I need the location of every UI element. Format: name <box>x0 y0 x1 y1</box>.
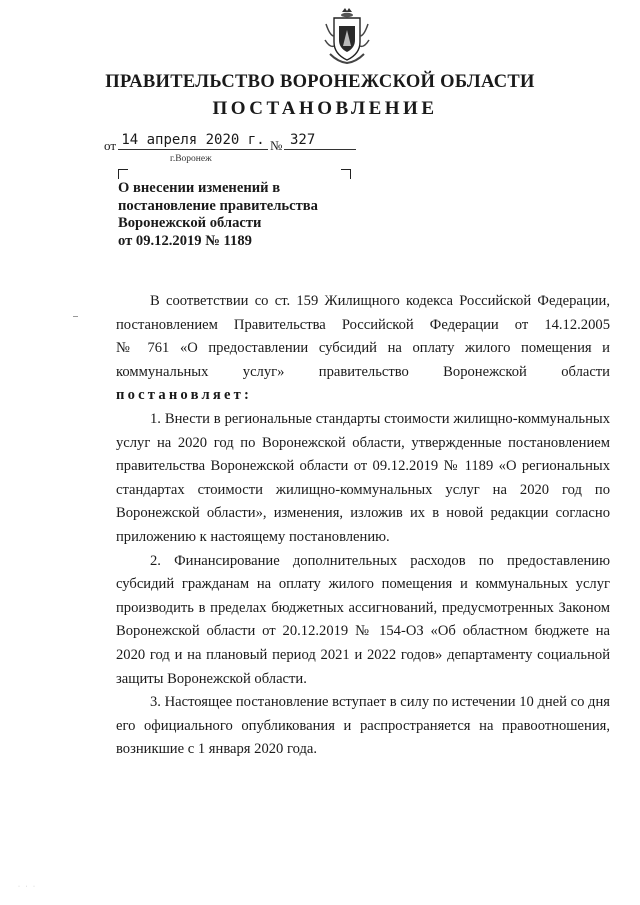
number-prefix: № <box>270 138 283 153</box>
preamble-line: № 761 «О предоставлении субсидий на оплату жилого помещения и <box>116 340 610 357</box>
paragraph-item-2: 2. Финансирование дополнительных расходов по предоставлению субсидий гражданам на оплату жилого помещения и коммунальных услуг производить в пределах бюджетных ассигнований, предусмотренных Законом Воронежской области от 20.12.2019 № 154-ОЗ «Об областном бюджете на 2020 год и на плановый период 2021 и 2022 годов» департаменту социальной защиты Воронежской области. <box>116 552 610 687</box>
resolves-word: постановляет: <box>116 387 253 404</box>
document-body <box>116 290 610 762</box>
date-prefix: от <box>104 138 117 153</box>
document-type-title: ПОСТАНОВЛЕНИЕ <box>212 98 438 119</box>
scan-artifact: · · · <box>18 884 37 890</box>
document-date: 14 апреля 2020 г. <box>118 132 268 150</box>
date-number-line <box>104 132 364 152</box>
preamble-line: В соответствии со ст. 159 Жилищного кодекса Российской Федерации, <box>150 293 610 309</box>
preamble-line: коммунальных услуг» правительство Воронежской области <box>116 363 610 380</box>
subject-corner-right <box>341 169 351 179</box>
preamble-line: постановлением Правительства Российской Федерации от 14.12.2005 <box>116 316 610 333</box>
subject-line: постановление правительства <box>118 197 318 214</box>
city-label: г.Воронеж <box>170 154 212 164</box>
organization-name: ПРАВИТЕЛЬСТВО ВОРОНЕЖСКОЙ ОБЛАСТИ <box>105 72 535 92</box>
subject-corner-left <box>118 169 128 179</box>
scan-artifact <box>73 316 78 317</box>
document-number: 327 <box>284 132 356 150</box>
document-subject <box>118 180 348 250</box>
paragraph-item-1: 1. Внести в региональные стандарты стоимости жилищно-коммунальных услуг на 2020 год по Воронежской области, утвержденные постановлением правительства Воронежской области от 09.12.2019 № 1189 «О региональных стандартах стоимости жилищно-коммунальных услуг на 2020 год по Воронежской области», изменения, изложив их в новой редакции согласно приложению к настоящему постановлению. <box>116 410 610 545</box>
coat-of-arms-icon <box>322 6 372 66</box>
subject-line: О внесении изменений в <box>118 180 281 196</box>
paragraph-item-3: 3. Настоящее постановление вступает в силу по истечении 10 дней со дня его официального опубликования и распространяется на правоотношения, возникшие с 1 января 2020 года. <box>116 694 610 758</box>
subject-line: Воронежской области <box>118 215 262 231</box>
subject-line: от 09.12.2019 № 1189 <box>118 232 252 249</box>
